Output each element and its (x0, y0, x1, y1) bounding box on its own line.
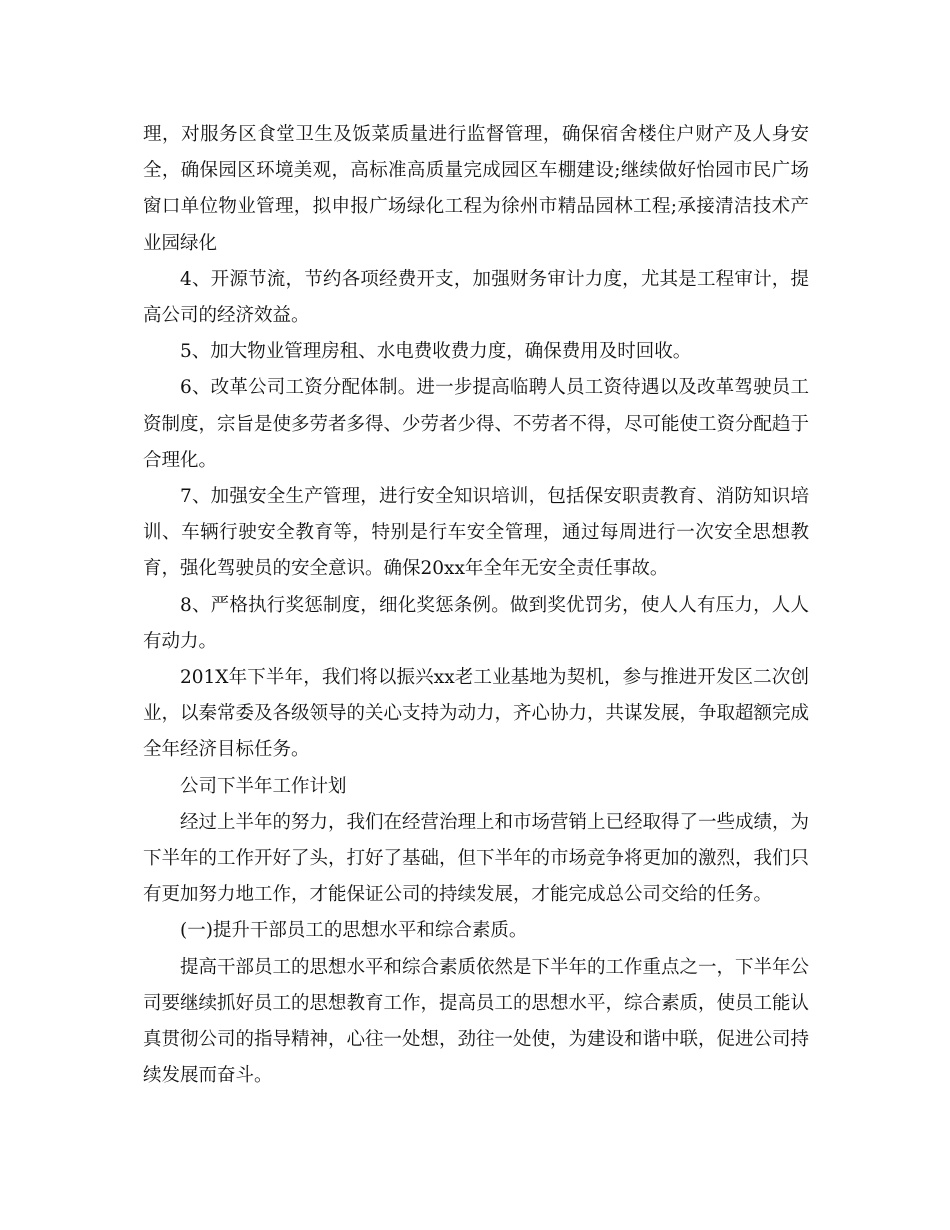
paragraph-body: 提高干部员工的思想水平和综合素质依然是下半年的工作重点之一，下半年公司要继续抓好员工的思想教育工作，提高员工的思想水平，综合素质，使员工能认真贯彻公司的指导精神，心往一处想，劲往一处使，为建设和谐中联，促进公司持续发展而奋斗。 (143, 956, 810, 1087)
section-heading: 公司下半年工作计划 (180, 775, 347, 797)
subsection-heading: (一)提升干部员工的思想水平和综合素质。 (180, 920, 528, 942)
paragraph-item-7: 7、加强安全生产管理，进行安全知识培训，包括保安职责教育、消防知识培训、车辆行驶安全教育等，特别是行车安全管理，通过每周进行一次安全思想教育，强化驾驶员的安全意识。确保20xx年全年无安全责任事故。 (143, 486, 809, 580)
paragraph-item-8: 8、严格执行奖惩制度，细化奖惩条例。做到奖优罚劣，使人人有压力，人人有动力。 (143, 594, 809, 652)
document-body (143, 117, 809, 1094)
paragraph-summary: 201X年下半年，我们将以振兴xx老工业基地为契机，参与推进开发区二次创业，以秦常委及各级领导的关心支持为动力，齐心协力，共谋发展，争取超额完成全年经济目标任务。 (143, 667, 810, 761)
paragraph-intro: 经过上半年的努力，我们在经营治理上和市场营销上已经取得了一些成绩，为下半年的工作开好了头，打好了基础，但下半年的市场竞争将更加的激烈，我们只有更加努力地工作，才能保证公司的持续发展，才能完成总公司交给的任务。 (143, 811, 810, 906)
paragraph-continuation: 理，对服务区食堂卫生及饭菜质量进行监督管理，确保宿舍楼住户财产及人身安全，确保园区环境美观，高标准高质量完成园区车棚建设;继续做好怡园市民广场窗口单位物业管理，拟申报广场绿化工程为徐州市精品园林工程;承接清洁技术产业园绿化 (143, 124, 809, 254)
paragraph-item-6: 6、改革公司工资分配体制。进一步提高临聘人员工资待遇以及改革驾驶员工资制度，宗旨是使多劳者多得、少劳者少得、不劳者不得，尽可能使工资分配趋于合理化。 (143, 377, 810, 471)
paragraph-item-5: 5、加大物业管理房租、水电费收费力度，确保费用及时回收。 (180, 341, 692, 363)
paragraph-item-4: 4、开源节流，节约各项经费开支，加强财务审计力度，尤其是工程审计，提高公司的经济效益。 (143, 268, 809, 327)
